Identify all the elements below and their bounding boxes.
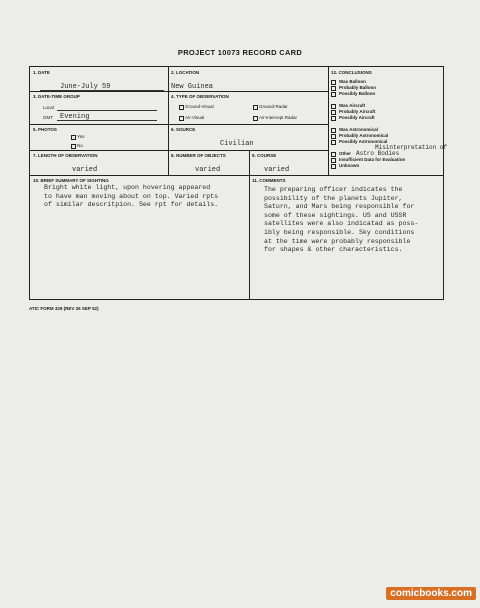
conclusion-checkbox[interactable] (331, 80, 336, 85)
ground-radar-checkbox[interactable] (253, 105, 258, 110)
photos-yes-checkbox[interactable] (71, 135, 76, 140)
dtg-gmt-line (57, 120, 157, 121)
conclusion-checkbox[interactable] (331, 158, 336, 163)
date-underline (40, 90, 164, 91)
conclusion-item: Was Aircraft (339, 103, 366, 108)
page-title: PROJECT 10073 RECORD CARD (177, 48, 303, 57)
grid-line (30, 124, 328, 125)
conclusion-item: Probably Aircraft (339, 109, 376, 114)
source-value: Civilian (220, 140, 254, 148)
conclusion-checkbox[interactable] (331, 116, 336, 121)
location-label: 2. LOCATION (171, 70, 200, 75)
conclusion-checkbox[interactable] (331, 152, 336, 157)
conclusion-checkbox[interactable] (331, 92, 336, 97)
grid-line (249, 175, 250, 299)
conclusion-item: Probably Astronomical (339, 133, 389, 138)
photos-label: 5. PHOTOS (33, 127, 57, 132)
photos-yes-label: Yes (77, 134, 85, 139)
summary-line: of similar descritpion. See rpt for details. (44, 201, 219, 209)
dtg-label: 3. DATE-TIME GROUP (33, 94, 80, 99)
ground-radar-label: Ground-Radar (259, 104, 288, 109)
conclusion-checkbox[interactable] (331, 134, 336, 139)
course-label: 9. COURSE (252, 153, 277, 158)
conclusions-label: 12. CONCLUSIONS (331, 70, 372, 75)
conclusion-item: Other (339, 151, 352, 156)
length-label: 7. LENGTH OF OBSERVATION (33, 153, 98, 158)
conclusion-item: Unknown (339, 163, 360, 168)
air-visual-label: Air-Visual (185, 115, 205, 120)
air-intercept-checkbox[interactable] (253, 116, 258, 121)
conclusion-item: Was Astronomical (339, 127, 378, 132)
date-label: 1. DATE (33, 70, 50, 75)
conclusion-item: Was Balloon (339, 79, 366, 84)
grid-line (328, 67, 329, 175)
air-visual-checkbox[interactable] (179, 116, 184, 121)
dtg-local-line (57, 110, 157, 111)
conclusion-checkbox[interactable] (331, 86, 336, 91)
date-value: June-July 59 (60, 83, 111, 91)
comments-text (264, 186, 444, 255)
record-card-form (29, 66, 448, 300)
form-id: ATIC FORM 329 (REV 26 SEP 52) (29, 306, 99, 311)
summary-label: 10. BRIEF SUMMARY OF SIGHTING (33, 178, 109, 183)
summary-line: Bright white light, upon hovering appeared (44, 184, 211, 191)
ground-visual-checkbox[interactable] (179, 105, 184, 110)
num-objects-label: 8. NUMBER OF OBJECTS (171, 153, 226, 158)
comments-line: some of these sightings. US and USSR (264, 211, 407, 219)
comments-label: 11. COMMENTS (252, 178, 286, 183)
num-objects-value: varied (195, 166, 221, 174)
comments-line: satellites were also indicatad as poss- (264, 220, 419, 228)
dtg-local-label: Local (43, 105, 54, 110)
observation-type-label: 4. TYPE OF OBSERVATION (171, 94, 229, 99)
grid-line (30, 175, 443, 176)
conclusion-item: Probably Balloon (339, 85, 377, 90)
grid-line (168, 67, 169, 175)
grid-line (249, 150, 250, 175)
summary-line: to have man moving about on top. Varied rpts (44, 192, 219, 200)
conclusion-checkbox[interactable] (331, 110, 336, 115)
photos-no-label: No (77, 143, 83, 148)
comments-line: Saturn, and Mars being responsible for (264, 203, 415, 211)
comments-line: possibility of the planets Jupiter, (264, 194, 403, 202)
conclusion-checkbox[interactable] (331, 164, 336, 169)
length-value: varied (72, 166, 98, 174)
conclusion-typed-note-2: Astro Bodies (356, 150, 400, 157)
comments-line: The preparing officer indicates the (264, 186, 403, 193)
ground-visual-label: Ground-Visual (185, 104, 214, 109)
summary-text (44, 184, 248, 210)
air-intercept-label: Air-Intercept Radar (259, 115, 298, 120)
photos-no-checkbox[interactable] (71, 144, 76, 149)
location-value: New Guinea (171, 83, 214, 91)
conclusion-typed-note: Misinterpretation of (375, 144, 448, 151)
dtg-gmt-value: Evening (60, 113, 90, 121)
dtg-gmt-label: GMT (43, 115, 53, 120)
grid-line (30, 91, 328, 92)
conclusion-item: Possibly Astronomical (339, 139, 388, 144)
conclusion-item: Insufficient Data for Evaluation (339, 157, 406, 162)
conclusion-item: Possibly Balloon (339, 91, 376, 96)
grid-line (30, 150, 328, 151)
comments-line: at the time were probably responsible (264, 237, 411, 245)
conclusion-item: Possibly Aircraft (339, 115, 375, 120)
conclusion-checkbox[interactable] (331, 128, 336, 133)
conclusion-checkbox[interactable] (331, 140, 336, 145)
source-label: 6. SOURCE (171, 127, 196, 132)
comments-line: for shapes & other characteristics. (264, 246, 403, 254)
course-value: varied (264, 166, 290, 174)
comments-line: ibly being responsible. Sky conditions (264, 228, 415, 236)
watermark-logo[interactable]: comicbooks.com (386, 587, 476, 600)
conclusion-checkbox[interactable] (331, 104, 336, 109)
